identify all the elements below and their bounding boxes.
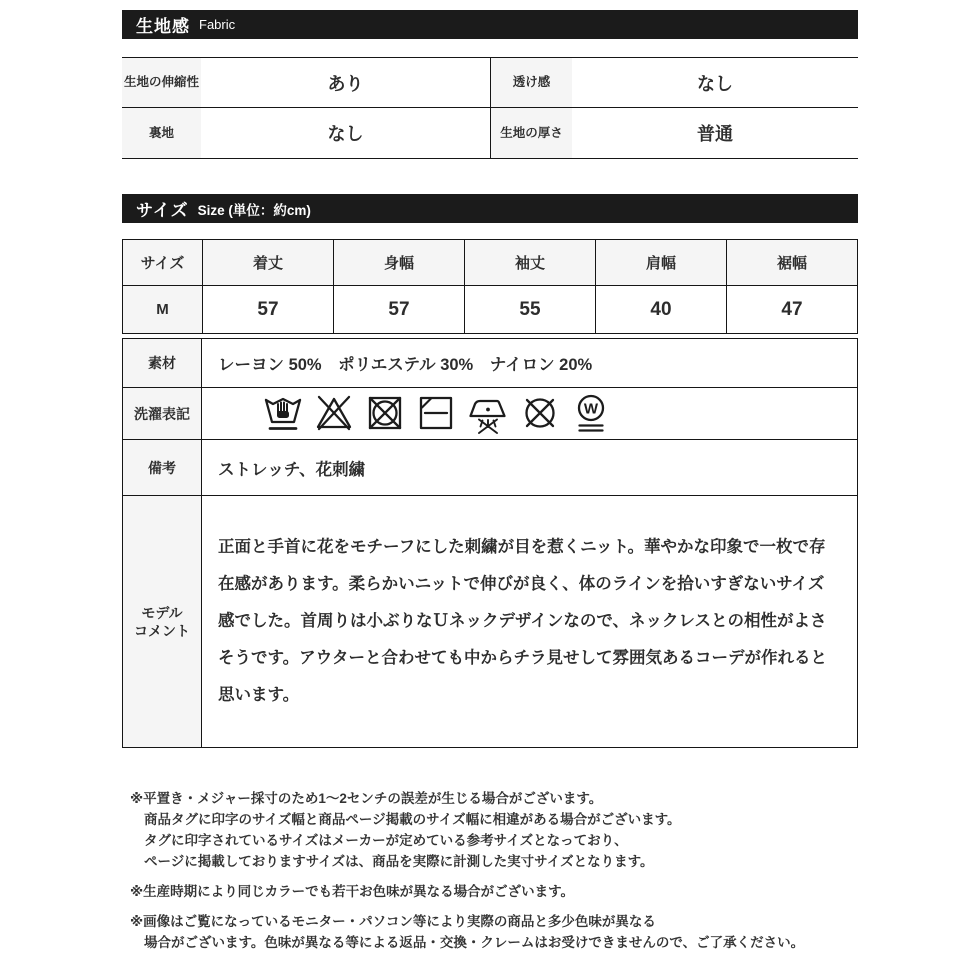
fabric-thickness-label: 生地の厚さ: [490, 108, 572, 158]
hand-wash-icon: [262, 391, 304, 437]
fabric-section-title-en: Fabric: [199, 17, 236, 32]
product-detail-table: [122, 338, 858, 748]
note-3-line-2: 場合がございます。色味が異なる等による返品・交換・クレームはお受けできませんので、ご了承ください。: [144, 935, 805, 950]
sleeve-col-header: 袖丈: [464, 240, 595, 285]
fabric-thickness-value: 普通: [697, 124, 733, 144]
model-comment-label-line2: コメント: [134, 622, 190, 639]
fabric-section-header: [122, 10, 858, 39]
fabric-sheer-value: なし: [572, 58, 858, 108]
size-row-label: M: [123, 285, 202, 333]
do-not-tumble-dry-icon: [364, 391, 406, 437]
flat-dry-in-shade-icon: [415, 391, 457, 437]
disclaimer-notes: [122, 788, 858, 953]
care-row: [123, 387, 857, 439]
length-col-header: 着丈: [202, 240, 333, 285]
fabric-lining-label: 裏地: [122, 108, 201, 158]
note-1: [130, 788, 858, 872]
shoulder-value: 40: [595, 285, 726, 333]
svg-text:W: W: [583, 400, 599, 417]
note-3-line-1: ※画像はご覧になっているモニター・パソコン等により実際の商品と多少色味が異なる: [130, 914, 656, 929]
remarks-label: 備考: [123, 440, 202, 495]
note-2: [130, 881, 858, 902]
size-col-header: サイズ: [123, 240, 202, 285]
iron-low-no-steam-icon: [466, 391, 510, 437]
model-comment-text: 正面と手首に花をモチーフにした刺繍が目を惹くニット。華やかな印象で一枚で存在感があります。柔らかいニットで伸びが良く、体のラインを拾いすぎないサイズ感でした。首周りは小ぶりなＵネックデザインなので、ネックレスとの相性がよさそうです。アウターと合わせても中からチラ見せして雰囲気あるコーデが作れると思います。: [218, 538, 828, 704]
material-value: レーヨン 50% ポリエステル 30% ナイロン 20%: [218, 356, 593, 374]
size-section-title-en: Size (単位：約cm): [197, 202, 311, 218]
do-not-dry-clean-icon: [519, 391, 561, 437]
fabric-lining-value: なし: [327, 124, 364, 144]
remarks-value: ストレッチ、花刺繍: [218, 460, 366, 479]
fabric-spec-table: [122, 57, 858, 159]
care-label: 洗濯表記: [123, 388, 202, 439]
fabric-stretch-label: 生地の伸縮性: [122, 58, 201, 108]
note-1-line-4: ページに掲載しておりますサイズは、商品を実際に計測した実寸サイズとなります。: [144, 854, 654, 869]
size-section-header: [122, 194, 858, 223]
note-1-line-2: 商品タグに印字のサイズ幅と商品ページ掲載のサイズ幅に相違がある場合がございます。: [144, 812, 681, 827]
length-value: 57: [202, 285, 333, 333]
model-comment-row: [123, 495, 857, 747]
note-3: [130, 911, 858, 953]
note-1-line-1: ※平置き・メジャー採寸のため1～2センチの誤差が生じる場合がございます。: [130, 791, 603, 806]
size-section-title-jp: サイズ: [136, 201, 189, 220]
hem-col-header: 裾幅: [726, 240, 857, 285]
sleeve-value: 55: [464, 285, 595, 333]
fabric-section-title-jp: 生地感: [136, 17, 190, 36]
width-value: 57: [333, 285, 464, 333]
wet-clean-gentle-icon: [570, 391, 612, 437]
model-comment-label-line1: モデル: [141, 604, 183, 621]
remarks-row: [123, 439, 857, 495]
shoulder-col-header: 肩幅: [595, 240, 726, 285]
material-label: 素材: [123, 339, 202, 387]
model-comment-label: [123, 496, 202, 747]
hem-value: 47: [726, 285, 857, 333]
material-row: [123, 339, 857, 387]
product-spec-page: [122, 0, 858, 953]
width-col-header: 身幅: [333, 240, 464, 285]
fabric-sheer-label: 透け感: [490, 58, 572, 108]
note-2-line-1: ※生産時期により同じカラーでも若干お色味が異なる場合がございます。: [130, 884, 575, 899]
size-table: [122, 239, 858, 334]
note-1-line-3: タグに印字されているサイズはメーカーが定めている参考サイズとなっており、: [144, 833, 628, 848]
do-not-bleach-icon: [313, 391, 355, 437]
care-symbols: [202, 388, 857, 439]
fabric-stretch-value: あり: [201, 58, 490, 108]
